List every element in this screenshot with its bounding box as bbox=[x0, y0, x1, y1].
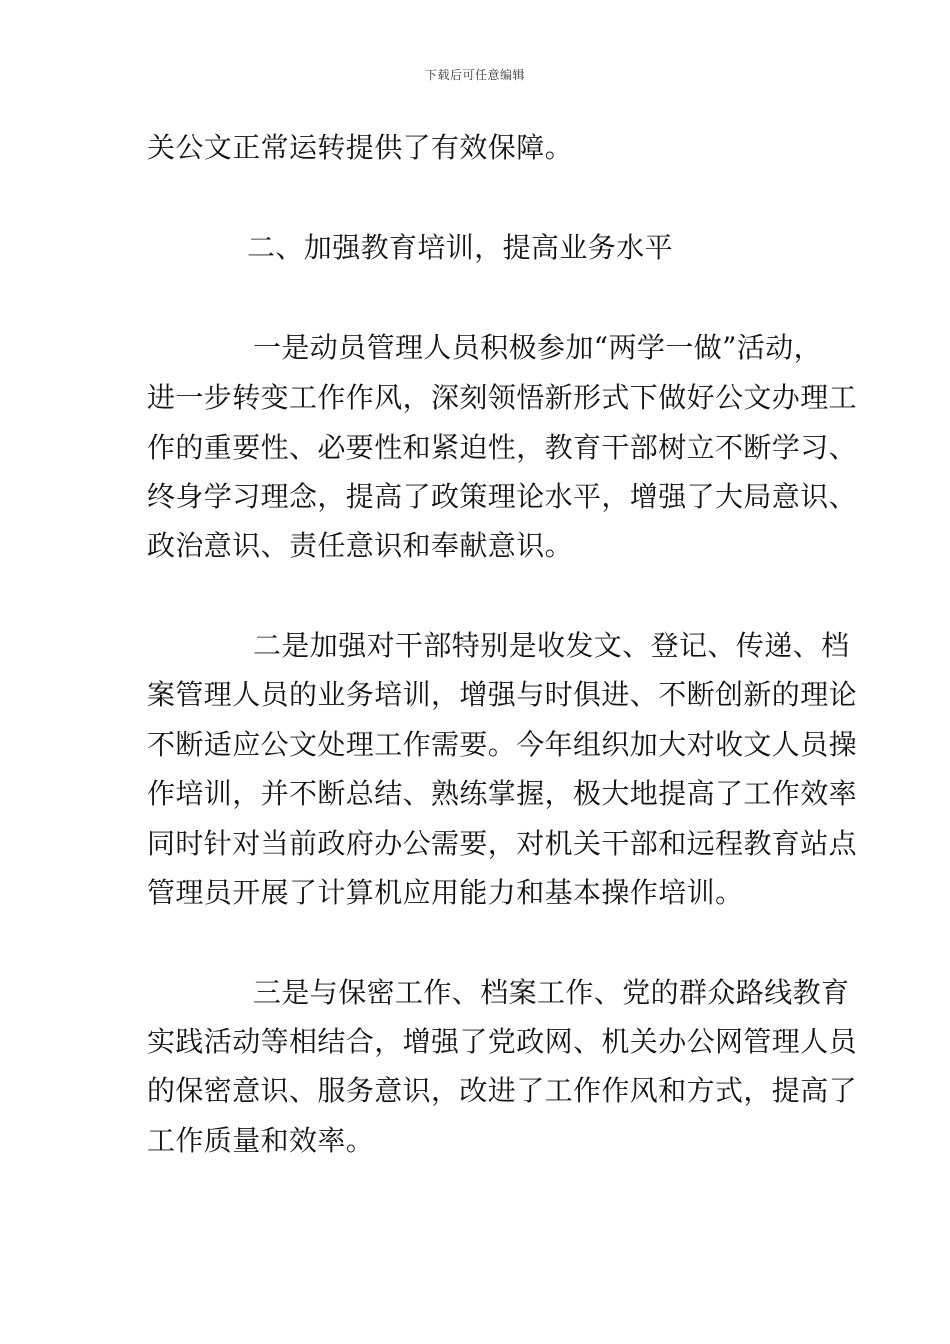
paragraph-line: 的保密意识、服务意识，改进了工作作风和方式，提高了 bbox=[147, 1074, 858, 1107]
paragraph-line: 进一步转变工作作风，深刻领悟新形式下做好公文办理工 bbox=[147, 381, 858, 414]
paragraph-line: 实践活动等相结合，增强了党政网、机关办公网管理人员 bbox=[147, 1025, 858, 1058]
paragraph-line: 作培训，并不断总结、熟练掌握，极大地提高了工作效率 bbox=[147, 777, 858, 810]
paragraph-line: 政治意识、责任意识和奉献意识。 bbox=[147, 529, 574, 562]
paragraph-line: 作的重要性、必要性和紧迫性，教育干部树立不断学习、 bbox=[147, 431, 858, 464]
paragraph-line: 工作质量和效率。 bbox=[147, 1124, 375, 1157]
paragraph-line: 管理员开展了计算机应用能力和基本操作培训。 bbox=[147, 876, 744, 909]
paragraph-line: 同时针对当前政府办公需要，对机关干部和远程教育站点 bbox=[147, 827, 858, 860]
paragraph-line: 二是加强对干部特别是收发文、登记、传递、档 bbox=[253, 629, 850, 662]
header-note: 下载后可任意编辑 bbox=[424, 68, 525, 82]
section-heading: 二、加强教育培训，提高业务水平 bbox=[247, 231, 674, 264]
paragraph-line: 一是动员管理人员积极参加“两学一做”活动， bbox=[253, 331, 823, 364]
paragraph-line: 案管理人员的业务培训，增强与时俱进、不断创新的理论 bbox=[147, 678, 858, 711]
paragraph-line: 关公文正常运转提供了有效保障。 bbox=[147, 131, 574, 164]
paragraph-line: 三是与保密工作、档案工作、党的群众路线教育 bbox=[253, 976, 850, 1009]
paragraph-line: 不断适应公文处理工作需要。今年组织加大对收文人员操 bbox=[147, 728, 858, 761]
paragraph-line: 终身学习理念，提高了政策理论水平，增强了大局意识、 bbox=[147, 480, 858, 513]
